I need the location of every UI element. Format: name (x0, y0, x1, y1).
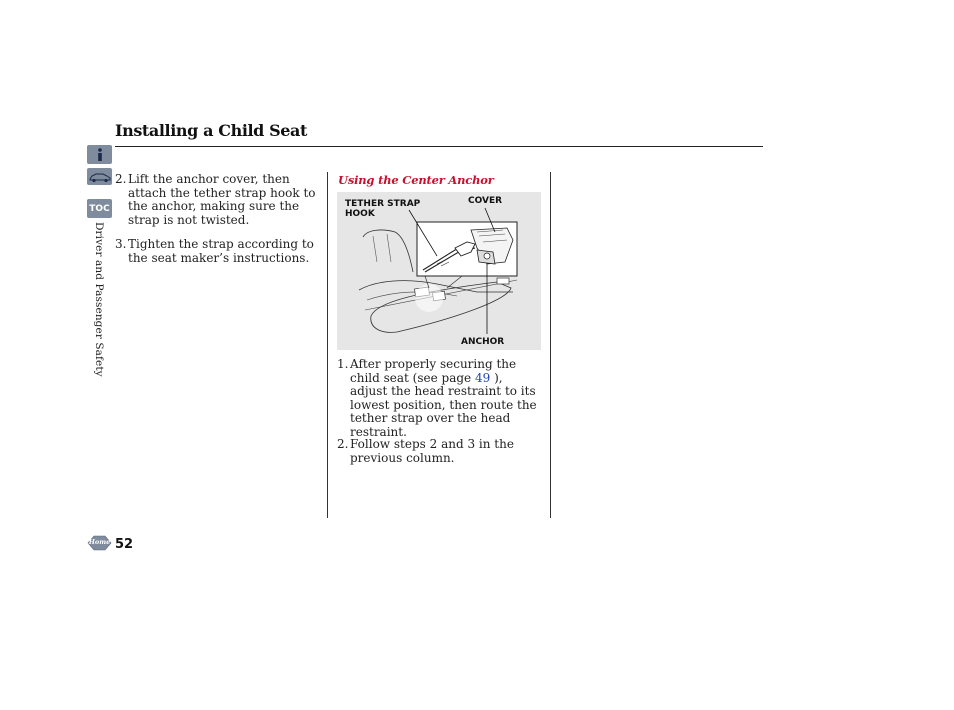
home-label: Home (88, 538, 111, 546)
page-49-link[interactable]: 49 (474, 370, 491, 385)
column-divider (550, 172, 551, 518)
title-rule (115, 146, 763, 147)
list-item (337, 357, 542, 439)
list-item (115, 173, 320, 233)
tether-strap-hook-label: TETHER STRAP HOOK (345, 199, 421, 219)
figure-caption: Using the Center Anchor (338, 173, 494, 187)
section-label: Driver and Passenger Safety (93, 222, 105, 377)
home-button[interactable] (86, 535, 113, 551)
anchor-label: ANCHOR (461, 337, 505, 347)
car-button[interactable] (87, 168, 112, 185)
toc-button[interactable]: TOC (87, 199, 112, 218)
cover-label: COVER (468, 196, 503, 206)
center-anchor-illustration (337, 192, 541, 350)
step-number: 3. (115, 237, 127, 251)
step-text-start: After properly securing the child seat (see page (350, 357, 517, 385)
step-number: 1. (337, 357, 349, 371)
list-item (337, 438, 542, 468)
info-icon (95, 148, 105, 162)
step-number: 2. (115, 172, 127, 186)
step-text-end: ), adjust the head restraint to its lowest position, then route the tether strap over the head restraint. (350, 370, 537, 439)
page-number: 52 (115, 537, 134, 552)
step-text: Follow steps 2 and 3 in the previous column. (350, 437, 514, 465)
step-text: Lift the anchor cover, then attach the tether strap hook to the anchor, making sure the strap is not twisted. (128, 172, 316, 227)
column-divider (327, 172, 328, 518)
step-number: 2. (337, 437, 349, 451)
info-button[interactable] (87, 145, 112, 164)
step-text (350, 358, 542, 439)
step-text: Tighten the strap according to the seat maker’s instructions. (128, 237, 314, 265)
list-item (115, 238, 320, 268)
car-icon (89, 171, 111, 183)
page-title: Installing a Child Seat (115, 121, 308, 140)
